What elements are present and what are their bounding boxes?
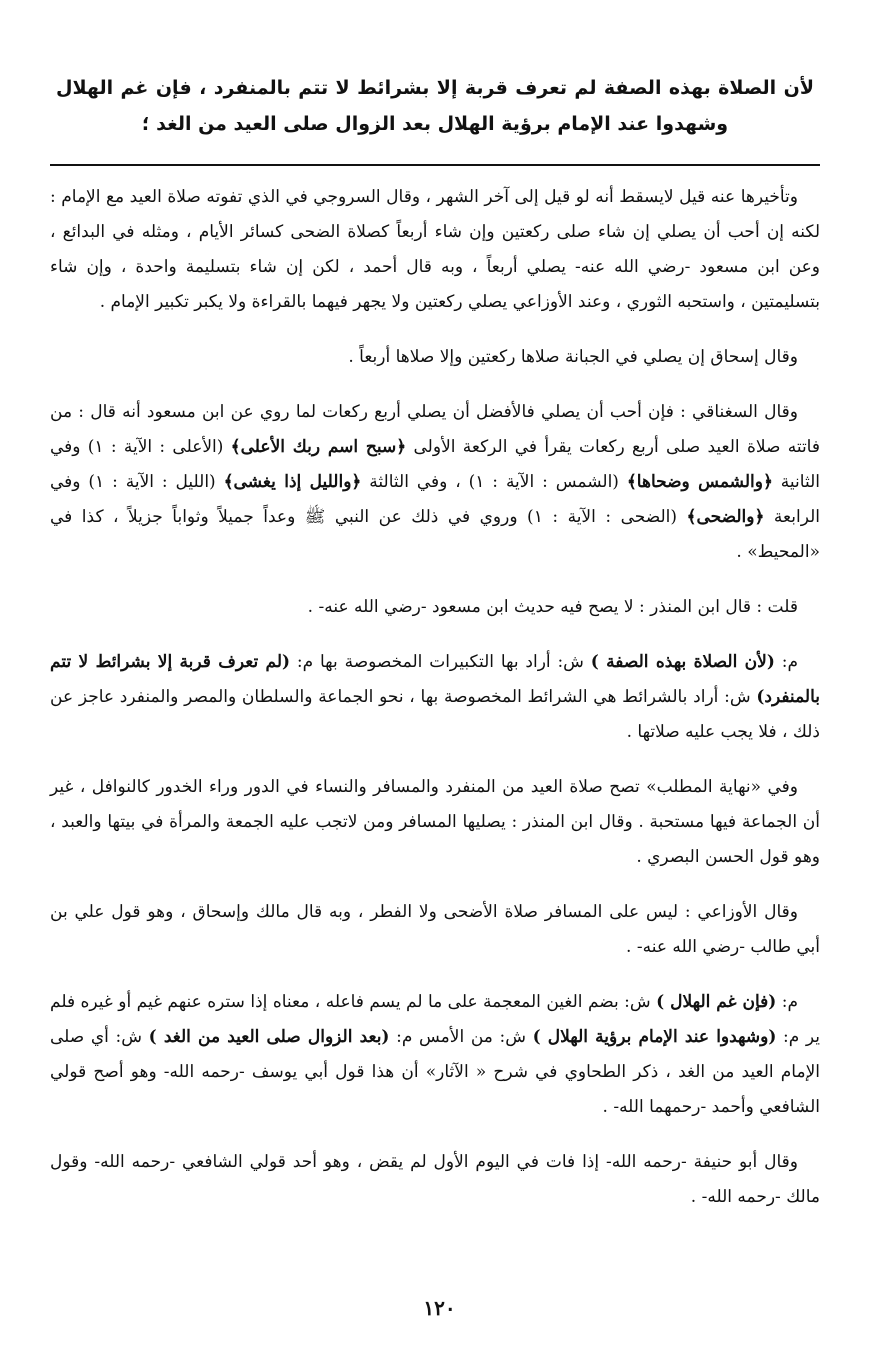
text-segment: م: [776,992,798,1012]
quoted-matn-segment: ﴿سبح اسم ربك الأعلى﴾ [230,437,407,457]
separator-rule [50,164,820,166]
text-segment: ش: أي صلى الإمام العيد من الغد ، ذكر الطحاوي في شرح « الآثار» أن هذا قول أبي يوسف -رحمه الله- وهو أصح قولي الشافعي وأحمد -رحمهما الله- . [50,1027,820,1117]
text-segment: وقال السغناقي : فإن أحب أن يصلي فالأفضل أن يصلي أربع ركعات لما روي عن ابن مسعود أنه قال : من فاتته صلاة العيد صلى أربع ركعات يقرأ في الركعة الأولى [50,402,820,457]
commentary-paragraph [50,340,820,375]
text-segment: (الليل : الآية : ١) وفي الرابعة [50,472,820,527]
text-segment: (الضحى : الآية : ١) وروي في ذلك عن النبي ﷺ وعداً جميلاً وثواباً جزيلاً ، كذا في «المحيط» . [50,507,820,562]
quoted-matn-segment: ﴿والضحى﴾ [686,507,765,527]
commentary-paragraph [50,590,820,625]
text-segment: ش: من الأمس م: [389,1027,533,1047]
quoted-matn-segment: ﴿والليل إذا يغشى﴾ [223,472,362,492]
matn-text: لأن الصلاة بهذه الصفة لم تعرف قربة إلا بشرائط لا تتم بالمنفرد ، فإن غم الهلال وشهدوا عند الإمام برؤية الهلال بعد الزوال صلى العيد من الغد ؛ [56,77,814,135]
text-segment: وفي «نهاية المطلب» تصح صلاة العيد من المنفرد والمسافر والنساء في الدور وراء الخدور كالنوافل ، غير أن الجماعة فيها مستحبة . وقال ابن المنذر : يصليها المسافر ومن لاتجب عليه الجمعة والمرأة في بيتها والعبد ، وهو قول الحسن البصري . [50,777,820,867]
commentary-paragraph [50,1145,820,1215]
quoted-matn-segment: (لأن الصلاة بهذه الصفة ) [590,652,775,672]
quoted-matn-segment: (لم تعرف قربة إلا بشرائط لا تتم بالمنفرد) [50,652,820,707]
text-segment: قلت : قال ابن المنذر : لا يصح فيه حديث ابن مسعود -رضي الله عنه- . [307,597,798,617]
text-segment: (الشمس : الآية : ١) ، وفي الثالثة [361,472,627,492]
commentary-paragraph [50,985,820,1125]
text-segment: ش: أراد بالشرائط هي الشرائط المخصوصة بها ، نحو الجماعة والسلطان والمصر والمنفرد عاجز عن ذلك ، فلا يجب عليه صلاتها . [50,687,820,742]
page-number: ١٢٠ [423,1296,456,1320]
quoted-matn-segment: (بعد الزوال صلى العيد من الغد ) [148,1027,390,1047]
text-segment: (الأعلى : الآية : ١) وفي الثانية [50,437,820,492]
commentary-paragraph [50,395,820,570]
text-segment: م: [774,652,798,672]
quoted-matn-segment: (فإن غم الهلال ) [656,992,777,1012]
text-segment: وقال أبو حنيفة -رحمه الله- إذا فات في اليوم الأول لم يقض ، وهو أحد قولي الشافعي -رحمه الله- وقول مالك -رحمه الله- . [50,1152,820,1207]
commentary-paragraph [50,180,820,320]
text-segment: ش: بضم الغين المعجمة على ما لم يسم فاعله ، معناه إذا ستره عنهم غيم أو غيره فلم ير م: [50,992,821,1047]
text-segment: وقال الأوزاعي : ليس على المسافر صلاة الأضحى ولا الفطر ، وبه قال مالك وإسحاق ، وهو قول علي بن أبي طالب -رضي الله عنه- . [50,902,820,957]
quoted-matn-segment: (وشهدوا عند الإمام برؤية الهلال ) [532,1027,777,1047]
text-segment: وقال إسحاق إن يصلي في الجبانة صلاها ركعتين وإلا صلاها أربعاً . [348,347,798,367]
quoted-matn-segment: ﴿والشمس وضحاها﴾ [626,472,773,492]
commentary [50,180,820,1215]
commentary-paragraph [50,645,820,750]
text-segment: وتأخيرها عنه قيل لايسقط أنه لو قيل إلى آخر الشهر ، وقال السروجي في الذي تفوته صلاة العيد مع الإمام : لكنه إن أحب أن يصلي إن شاء صلى ركعتين وإن شاء أربعاً كصلاة الضحى كسائر الأيام ، ومثله في البدائع ، وعن ابن مسعود -رضي الله عنه- يصلي أربعاً ، وبه قال أحمد ، لكن إن شاء بتسليمة واحدة ، وإن شاء بتسليمتين ، واستحبه الثوري ، وعند الأوزاعي يصلي ركعتين ولا يجهر فيهما بالقراءة ولا يكبر تكبير الإمام . [50,187,820,312]
commentary-paragraph [50,770,820,875]
text-segment: ش: أراد بها التكبيرات المخصوصة بها م: [290,652,591,672]
commentary-paragraph [50,895,820,965]
page [50,70,820,1235]
